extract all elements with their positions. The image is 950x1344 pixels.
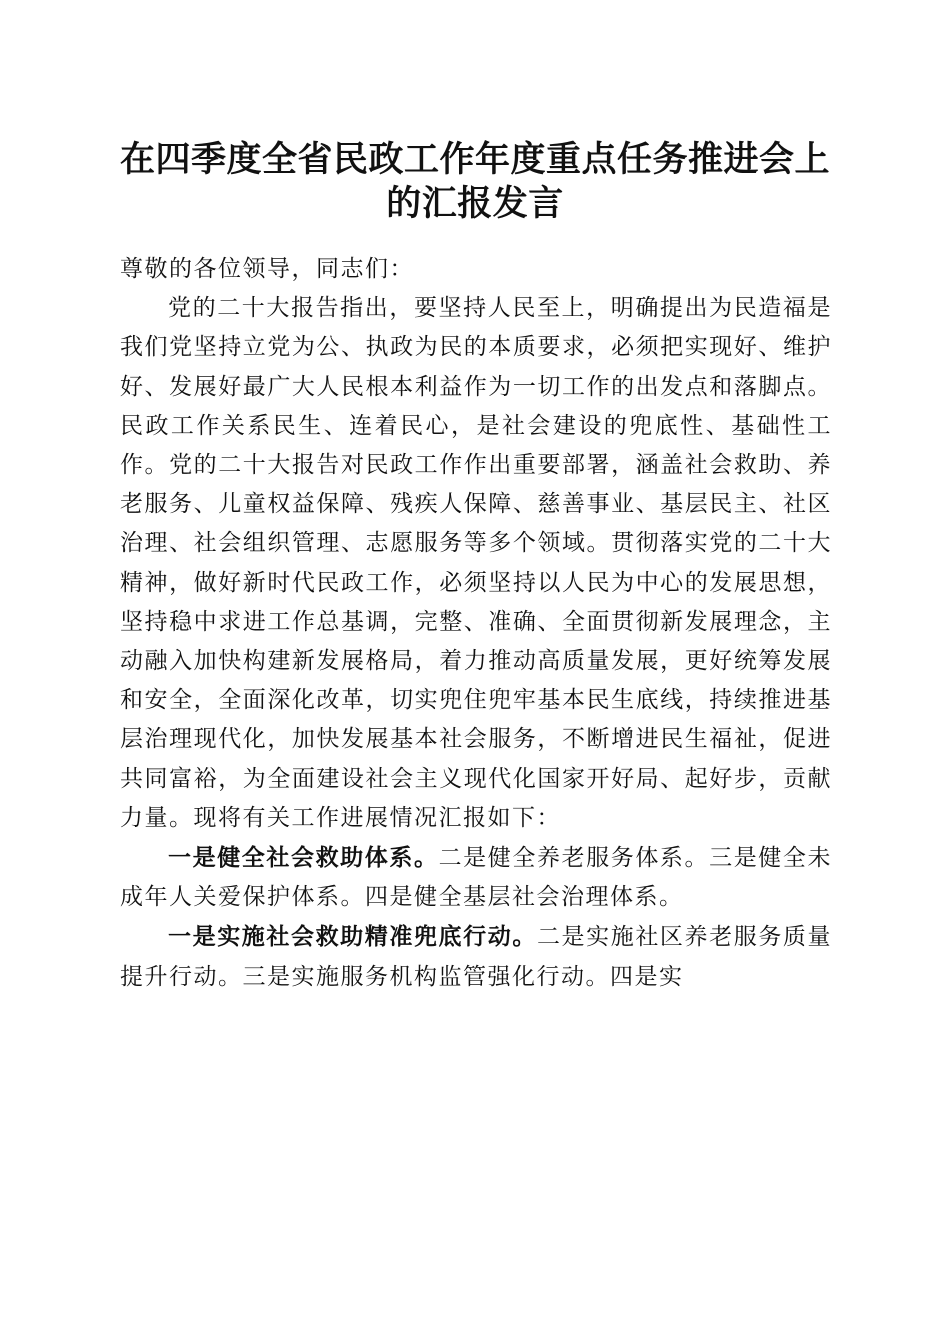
paragraph-systems-lead: 一是健全社会救助体系。 [168, 844, 439, 872]
paragraph-systems-rest: 二是健全养老服务体系。三是健全未成年人关爱保护体系。四是健全基层社会治理体系。 [120, 845, 833, 911]
paragraph-actions-rest: 二是实施社区养老服务质量提升行动。三是实施服务机构监管强化行动。四是实 [120, 924, 833, 990]
salutation: 尊敬的各位领导，同志们： [120, 256, 414, 282]
paragraph-actions-lead: 一是实施社会救助精准兜底行动。 [168, 923, 537, 951]
document-title-line-2: 的汇报发言 [386, 183, 564, 224]
document-title-line-1: 在四季度全省民政工作年度重点任务推进会上 [119, 139, 830, 180]
paragraph-intro: 党的二十大报告指出，要坚持人民至上，明确提出为民造福是我们党坚持立党为公、执政为民的本质要求，必须把实现好、维护好、发展好最广大人民根本利益作为一切工作的出发点和落脚点。民政工作关系民生、连着民心，是社会建设的兜底性、基础性工作。党的二十大报告对民政工作作出重要部署，涵盖社会救助、养老服务、儿童权益保障、残疾人保障、慈善事业、基层民主、社区治理、社会组织管理、志愿服务等多个领域。贯彻落实党的二十大精神，做好新时代民政工作，必须坚持以人民为中心的发展思想，坚持稳中求进工作总基调，完整、准确、全面贯彻新发展理念，主动融入加快构建新发展格局，着力推动高质量发展，更好统筹发展和安全，全面深化改革，切实兜住兜牢基本民生底线，持续推进基层治理现代化，加快发展基本社会服务，不断增进民生福祉，促进共同富裕，为全面建设社会主义现代化国家开好局、起好步，贡献力量。现将有关工作进展情况汇报如下： [120, 295, 832, 831]
document-body [120, 250, 832, 997]
paragraph-systems [120, 838, 832, 917]
paragraph-actions [120, 917, 832, 996]
